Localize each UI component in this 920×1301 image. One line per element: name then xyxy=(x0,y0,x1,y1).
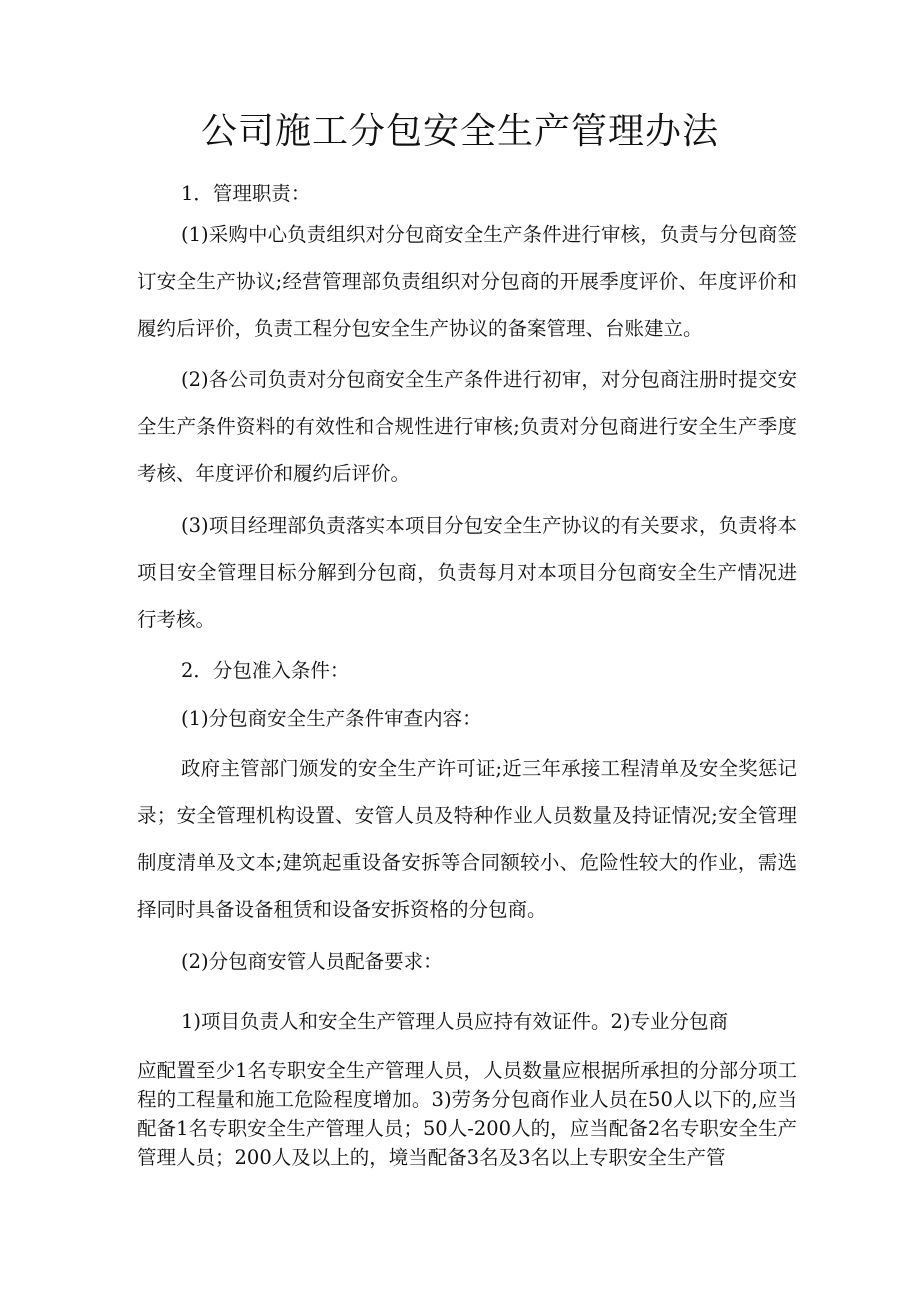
document-title: 公司施工分包安全生产管理办法 xyxy=(200,111,719,152)
section-2-item-2-heading: (2)分包商安管人员配备要求： xyxy=(181,950,443,973)
section-1-heading: 1．管理职责： xyxy=(181,182,311,205)
section-2-item-1-heading: (1)分包商安全生产条件审查内容： xyxy=(181,707,482,730)
section-2-item-2-line-1: 1)项目负责人和安全生产管理人员应持有效证件。2)专业分包商 xyxy=(181,1010,729,1033)
section-2-heading: 2．分包准入条件： xyxy=(181,659,350,682)
section-1-item-2: (2)各公司负责对分包商安全生产条件进行初审，对分包商注册时提交安全生产条件资料的有效性和合规性进行审核;负责对分包商进行安全生产季度考核、年度评价和履约后评价。 xyxy=(137,368,797,485)
section-2-item-2-continuation: 应配置至少1名专职安全生产管理人员，人员数量应根据所承担的分部分项工程的工程量和施工危险程度增加。3)劳务分包商作业人员在50人以下的,应当配备1名专职安全生产管理人员；50人-200人的，应当配备2名专职安全生产管理人员；200人及以上的，境当配备3名及3名以上专职安全生产管 xyxy=(137,1059,797,1169)
section-2-item-1-body: 政府主管部门颁发的安全生产许可证;近三年承接工程清单及安全奖惩记录；安全管理机构设置、安管人员及特种作业人员数量及持证情况;安全管理制度清单及文本;建筑起重设备安拆等合同额较小、危险性较大的作业，需选择同时具备设备租赁和设备安拆资格的分包商。 xyxy=(137,757,797,921)
section-1-item-3: (3)项目经理部负责落实本项目分包安全生产协议的有关要求，负责将本项目安全管理目标分解到分包商，负责每月对本项目分包商安全生产情况进行考核。 xyxy=(137,514,797,631)
section-1-item-1: (1)采购中心负责组织对分包商安全生产条件进行审核，负责与分包商签订安全生产协议;经营管理部负责组织对分包商的开展季度评价、年度评价和履约后评价，负责工程分包安全生产协议的备案管理、台账建立。 xyxy=(137,223,797,340)
